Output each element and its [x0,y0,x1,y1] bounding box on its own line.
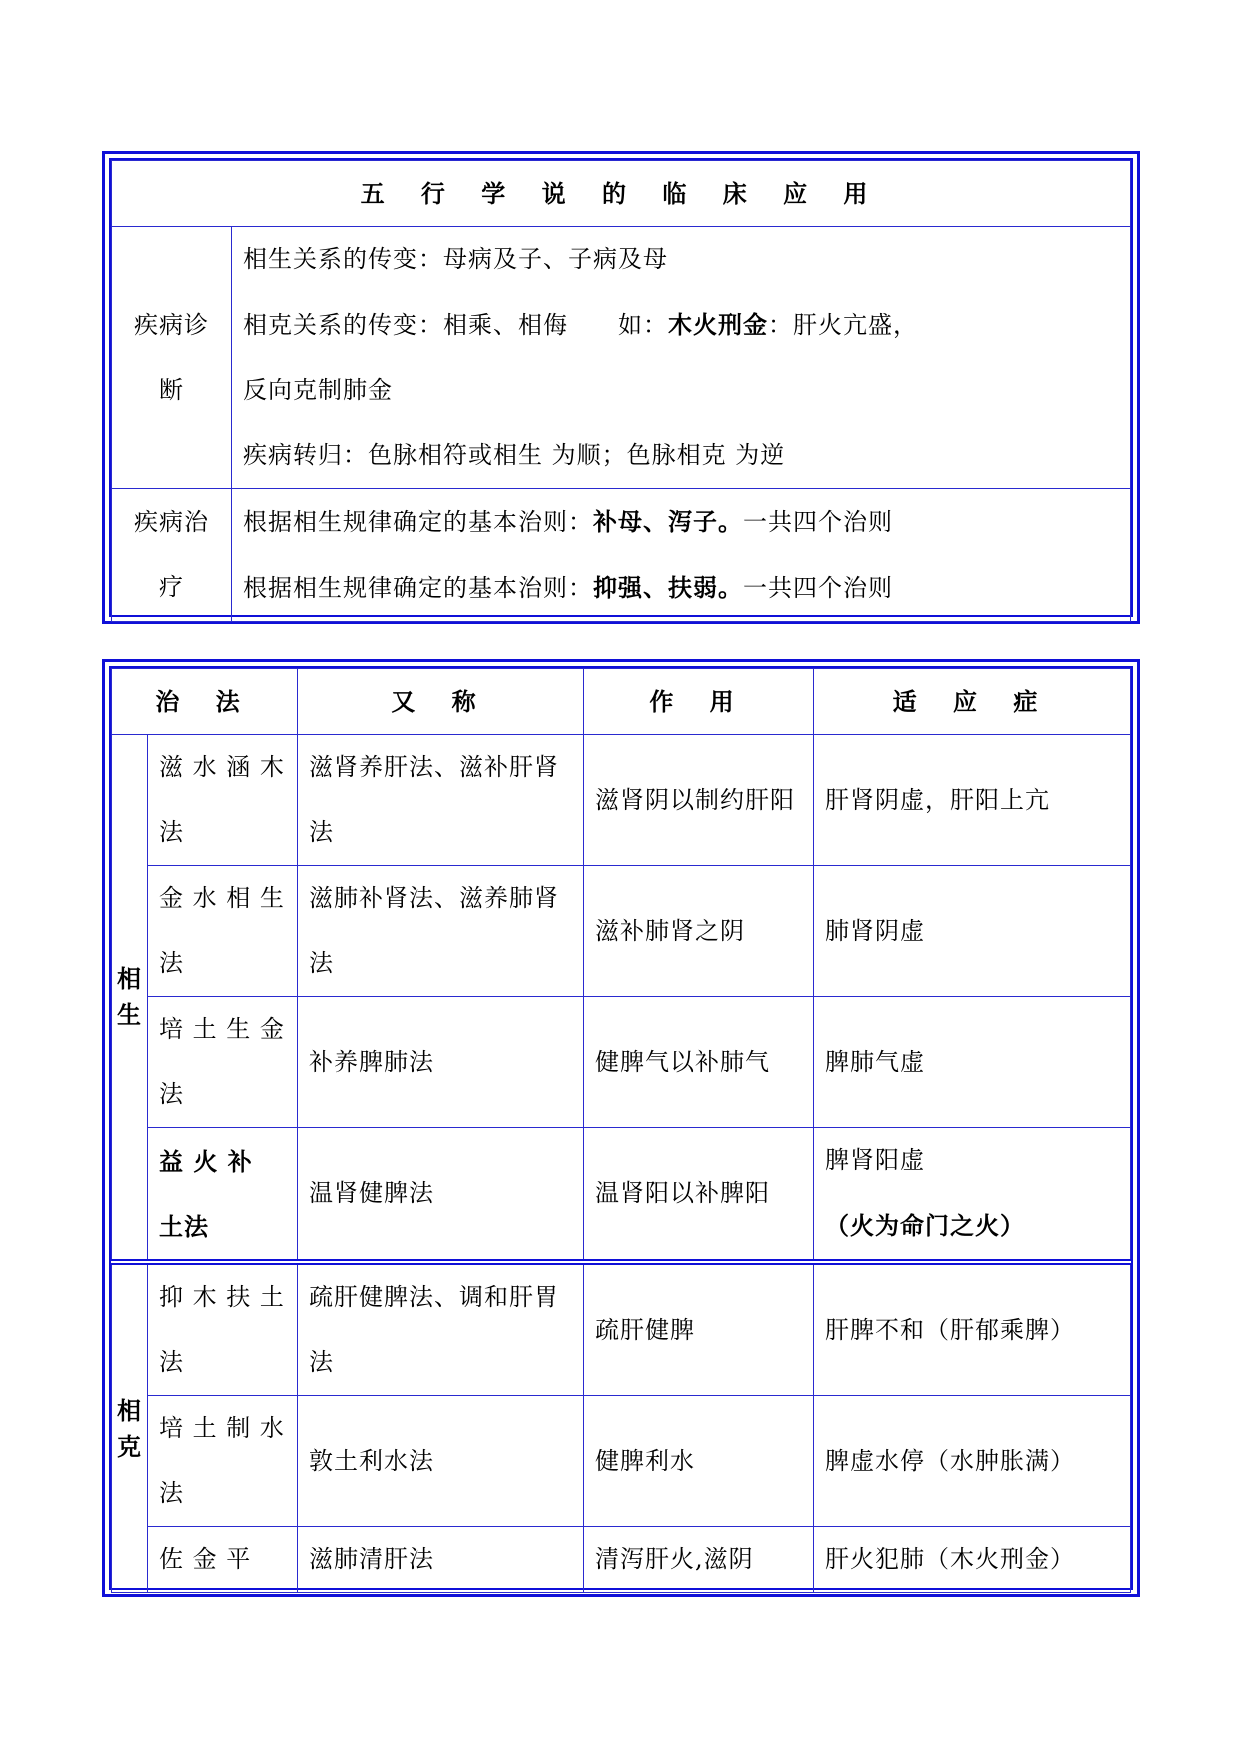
clinical-application-table-frame [102,151,1140,624]
group-label-sheng [112,735,148,1263]
header-alias: 又 称 [298,669,584,735]
table-row [112,735,1131,866]
treatment-label-line1: 疾病治 [134,508,209,536]
diagnosis-line-2-suffix: ：肝火亢盛， [768,311,918,339]
treatment-line-2-bold: 抑强、扶弱。 [593,573,743,602]
header-indication: 适 应 症 [814,669,1131,735]
effect-cell: 温肾阳以补脾阳 [584,1128,814,1263]
group-label-ke [112,1262,148,1593]
table-row [112,1396,1131,1527]
diagnosis-line-2-bold: 木火刑金 [668,310,768,339]
group-label-ke-line2: 克 [117,1431,142,1461]
group-label-ke-line1: 相 [117,1395,142,1425]
table-row [112,1128,1131,1263]
indication-cell: 肝火犯肺（木火刑金） [814,1527,1131,1593]
diagnosis-label-line1: 疾病诊 [134,310,209,339]
effect-cell: 健脾利水 [584,1396,814,1527]
indication-cell: 脾虚水停（水肿胀满） [814,1396,1131,1527]
indication-cell: 肝脾不和（肝郁乘脾） [814,1262,1131,1396]
diagnosis-section [112,227,1131,489]
method-cell: 滋 水 涵 木法 [148,735,298,866]
method-cell: 抑 木 扶 土法 [148,1262,298,1396]
clinical-application-table [111,160,1131,622]
indication-cell: 脾肺气虚 [814,997,1131,1128]
diagnosis-line-2 [243,292,1119,358]
treatment-label-line2: 疗 [159,573,184,601]
header-row [112,669,1131,735]
treatment-line-1 [243,489,1119,555]
indication-cell [814,1128,1131,1263]
treatment-section [112,489,1131,622]
treatment-line-1-suffix: 一共四个治则 [743,508,893,536]
table-row [112,997,1131,1128]
effect-cell: 疏肝健脾 [584,1262,814,1396]
diagnosis-label [112,227,232,489]
header-method: 治 法 [112,669,298,735]
table-row [112,1527,1131,1593]
method-cell: 培 土 生 金法 [148,997,298,1128]
treatment-line-2-prefix: 根据相生规律确定的基本治则： [243,574,593,602]
effect-cell: 清泻肝火,滋阴 [584,1527,814,1593]
treatment-methods-table [111,668,1131,1593]
treatment-content [232,489,1131,622]
diagnosis-label-line2: 断 [159,375,184,404]
method-cell: 益 火 补 土法 [148,1128,298,1263]
table-row [112,1262,1131,1396]
treatment-line-1-bold: 补母、泻子。 [593,507,743,536]
effect-cell: 滋肾阴以制约肝阳 [584,735,814,866]
indication-note-bold: （火为命门之火） [825,1211,1026,1240]
alias-cell: 温肾健脾法 [298,1128,584,1263]
indication-text: 脾肾阳虚 [825,1146,926,1174]
diagnosis-line-4: 疾病转归：色脉相符或相生 为顺；色脉相克 为逆 [243,441,786,469]
table-row [112,866,1131,997]
group-label-sheng-line2: 生 [117,1000,142,1029]
effect-cell: 滋补肺肾之阴 [584,866,814,997]
alias-cell: 敦土利水法 [298,1396,584,1527]
alias-cell: 补养脾肺法 [298,997,584,1128]
effect-cell: 健脾气以补肺气 [584,997,814,1128]
treatment-line-2 [243,555,1119,621]
alias-cell: 滋肺清肝法 [298,1527,584,1593]
treatment-line-1-prefix: 根据相生规律确定的基本治则： [243,508,593,536]
diagnosis-line-3: 反向克制肺金 [243,376,393,404]
header-effect: 作 用 [584,669,814,735]
group-label-sheng-line1: 相 [117,964,142,993]
method-cell: 金 水 相 生法 [148,866,298,997]
treatment-label [112,489,232,622]
alias-cell: 滋肾养肝法、滋补肝肾法 [298,735,584,866]
table-title: 五 行 学 说 的 临 床 应 用 [112,161,1131,227]
diagnosis-content [232,227,1131,489]
diagnosis-line-2-prefix: 相克关系的传变：相乘、相侮 如： [243,311,668,339]
alias-cell: 疏肝健脾法、调和肝胃法 [298,1262,584,1396]
diagnosis-line-1: 相生关系的传变：母病及子、子病及母 [243,245,668,273]
treatment-methods-table-frame [102,659,1140,1597]
indication-cell: 肺肾阴虚 [814,866,1131,997]
method-cell: 培 土 制 水法 [148,1396,298,1527]
alias-cell: 滋肺补肾法、滋养肺肾法 [298,866,584,997]
method-cell: 佐 金 平 [148,1527,298,1593]
treatment-line-2-suffix: 一共四个治则 [743,574,893,602]
indication-cell: 肝肾阴虚，肝阳上亢 [814,735,1131,866]
